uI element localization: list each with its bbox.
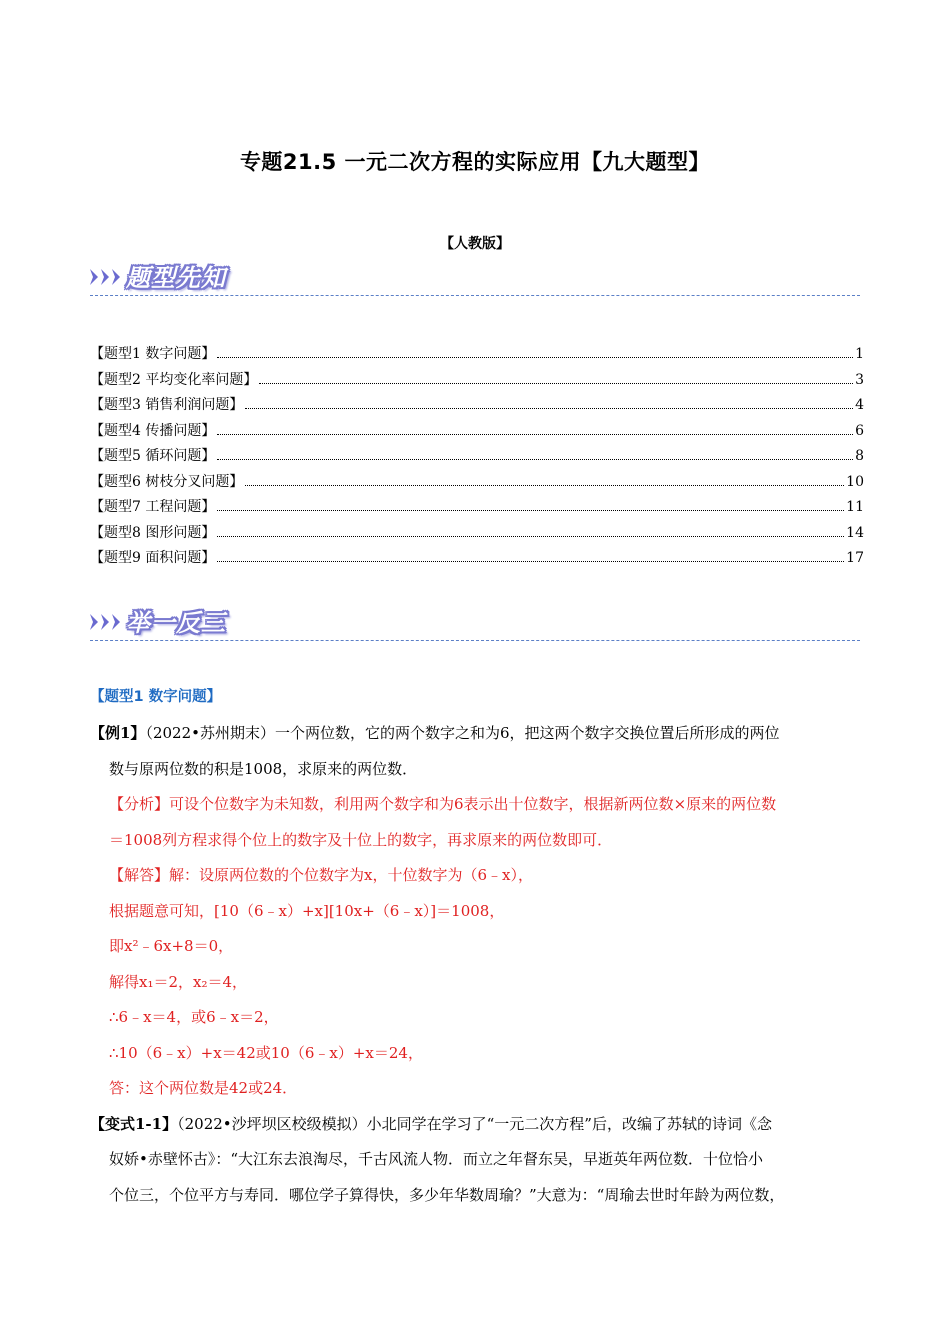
solution-line-3: 即x²﹣6x+8＝0， (109, 937, 234, 955)
solution-line-7: 答：这个两位数是42或24． (109, 1079, 298, 1097)
toc-leader (245, 473, 844, 486)
table-of-contents (90, 344, 864, 574)
toc-item[interactable] (90, 523, 864, 549)
toc-item[interactable] (90, 497, 864, 523)
toc-item[interactable] (90, 472, 864, 498)
solution-line-5: ∴6﹣x＝4，或6﹣x＝2， (109, 1008, 279, 1026)
example-line-2: 数与原两位数的积是1008，求原来的两位数． (109, 759, 418, 778)
banner-title: 举一反三 (126, 609, 226, 637)
solution-tag: 【解答】 (109, 866, 170, 884)
toc-leader (217, 422, 853, 435)
toc-item-page: 8 (855, 448, 864, 464)
analysis-line-2: ＝1008列方程求得个位上的数字及十位上的数字，再求原来的两位数即可． (109, 830, 613, 849)
solution-line-1 (109, 858, 866, 894)
variant-tag: 【变式1-1】 (90, 1114, 178, 1133)
triple-arrow-icon (90, 266, 130, 288)
analysis-tag: 【分析】 (109, 795, 170, 813)
toc-item-page: 3 (855, 371, 864, 388)
toc-item-label: 【题型1 数字问题】 (90, 346, 216, 362)
example-tag: 【例1】 (90, 724, 146, 742)
toc-leader (217, 524, 844, 537)
toc-item-page: 1 (855, 346, 864, 362)
main-content (90, 686, 866, 1213)
divider (90, 295, 860, 296)
toc-leader (217, 549, 844, 562)
toc-item[interactable] (90, 421, 864, 447)
analysis-block (90, 787, 866, 858)
toc-item[interactable] (90, 344, 864, 370)
example-text: （2022•苏州期末）一个两位数，它的两个数字之和为6，把这两个数字交换位置后所形成的两位 (145, 724, 780, 742)
toc-leader (217, 447, 853, 460)
variant-line-3: 个位三，个位平方与寿同．哪位学子算得快，多少年华数周瑜？”大意为：“周瑜去世时年龄为两位数， (109, 1185, 785, 1204)
toc-item-label: 【题型7 工程问题】 (90, 499, 216, 515)
example-block (90, 716, 866, 787)
section-heading: 【题型1 数字问题】 (90, 689, 222, 705)
solution-text: 解：设原两位数的个位数字为x，十位数字为（6﹣x）， (169, 866, 533, 884)
toc-item-page: 4 (855, 397, 864, 413)
toc-leader (245, 396, 853, 409)
toc-item[interactable] (90, 395, 864, 421)
practice-banner (90, 603, 860, 643)
analysis-line-1 (109, 787, 866, 823)
toc-leader (259, 371, 853, 384)
variant-line-1 (90, 1107, 866, 1143)
toc-item-label: 【题型2 平均变化率问题】 (90, 371, 258, 388)
toc-item-page: 6 (855, 422, 864, 439)
toc-item-page: 11 (846, 499, 864, 515)
variant-block (90, 1107, 866, 1214)
toc-item[interactable] (90, 446, 864, 472)
toc-item[interactable] (90, 370, 864, 396)
variant-text: （2022•沙坪坝区校级模拟）小北同学在学习了“一元二次方程”后，改编了苏轼的诗词《念 (177, 1114, 772, 1133)
example-line-1 (90, 716, 866, 752)
toc-item-label: 【题型6 树枝分叉问题】 (90, 473, 244, 490)
toc-item-label: 【题型5 循环问题】 (90, 448, 216, 464)
banner-title: 题型先知 (126, 264, 226, 292)
toc-item[interactable] (90, 548, 864, 574)
analysis-text: 可设个位数字为未知数，利用两个数字和为6表示出十位数字，根据新两位数×原来的两位数 (169, 795, 777, 813)
triple-arrow-icon (90, 611, 130, 633)
divider (90, 640, 860, 641)
solution-line-2: 根据题意可知，[10（6﹣x）+x][10x+（6﹣x）]＝1008， (109, 901, 505, 920)
edition-label: 【人教版】 (440, 236, 510, 252)
toc-item-label: 【题型9 面积问题】 (90, 550, 216, 566)
toc-item-label: 【题型3 销售利润问题】 (90, 397, 244, 413)
toc-item-label: 【题型4 传播问题】 (90, 422, 216, 439)
variant-line-2: 奴娇•赤壁怀古》：“大江东去浪淘尽，千古风流人物．而立之年督东吴，早逝英年两位数．十位恰小 (109, 1150, 764, 1168)
solution-line-6: ∴10（6﹣x）+x＝42或10（6﹣x）+x＝24， (109, 1043, 423, 1062)
toc-item-label: 【题型8 图形问题】 (90, 524, 216, 541)
toc-leader (217, 345, 853, 358)
solution-line-4: 解得x₁＝2，x₂＝4， (109, 972, 248, 991)
page-title: 专题21.5 一元二次方程的实际应用【九大题型】 (239, 150, 711, 174)
solution-block (90, 858, 866, 1107)
toc-leader (217, 498, 844, 511)
toc-item-page: 14 (846, 524, 864, 541)
toc-item-page: 17 (846, 550, 864, 566)
toc-item-page: 10 (846, 473, 864, 490)
toc-banner (90, 258, 860, 298)
